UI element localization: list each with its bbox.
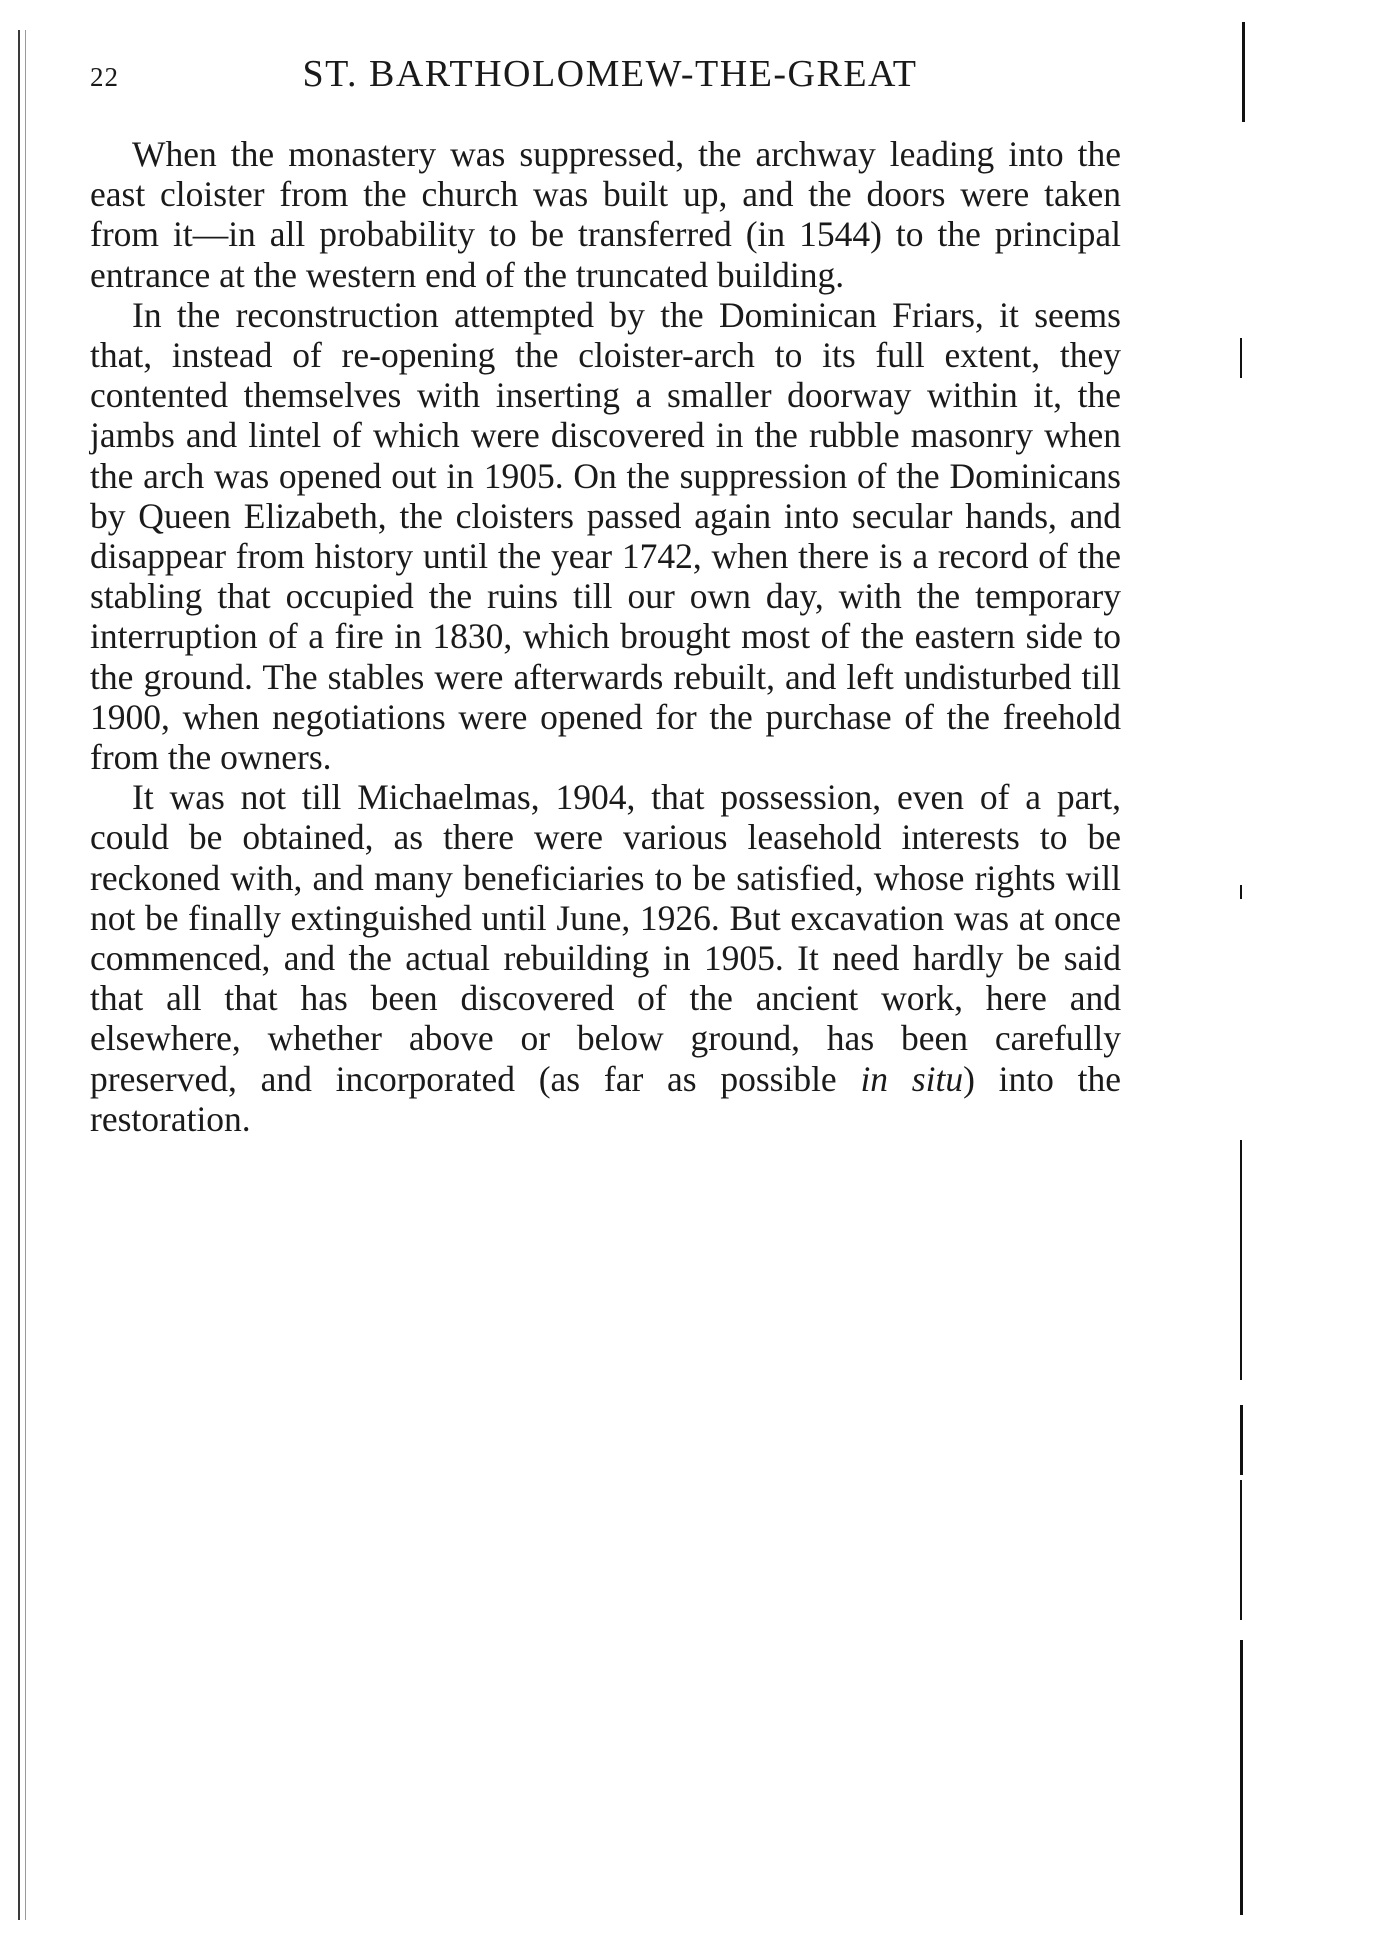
italic-phrase: in situ xyxy=(860,1058,964,1099)
paragraph: In the reconstruction attempted by the Dominican Friars, it seems that, instead of re-opening the cloister-arch to its full extent, they contented themselves with inserting a smaller doorway within it, the jambs and lintel of which were discovered in the rubble masonry when the arch was opened out in 1905. On the suppression of the Dominicans by Queen Elizabeth, the cloisters passed again into secular hands, and disappear from history until the year 1742, when there is a record of the stabling that occupied the ruins till our own day, with the temporary interruption of a fire in 1830, which brought most of the eastern side to the ground. The stables were afterwards rebuilt, and left undisturbed till 1900, when negotiations were opened for the purchase of the freehold from the owners. xyxy=(90,294,1121,778)
running-title: ST. BARTHOLOMEW-THE-GREAT xyxy=(302,53,918,95)
page-number: 22 xyxy=(90,62,119,92)
page-header xyxy=(90,52,1130,102)
scan-edge-mark xyxy=(1240,338,1242,378)
paragraph xyxy=(90,777,1121,1139)
scan-edge-mark xyxy=(1240,885,1242,899)
paragraph-text: ) into the restoration. xyxy=(90,1058,1121,1139)
scan-edge-line xyxy=(18,30,20,1920)
scan-edge-mark xyxy=(1240,1480,1242,1620)
scan-edge-mark xyxy=(1240,1405,1243,1475)
paragraph-text: It was not till Michaelmas, 1904, that possession, even of a part, could be obtained, as there were various leasehold interests to be reckoned with, and many beneficiaries to be satisfied, whose rights will not be finally extinguished until June, 1926. But excavation was at once commenced, and the actual rebuilding in 1905. It need hardly be said that all that has been discovered of the ancient work, here and elsewhere, whether above or below ground, has been carefully preserved, and incorporated (as far as possible xyxy=(90,777,1121,1099)
scan-edge-line-faint xyxy=(25,30,26,1920)
paragraph: When the monastery was suppressed, the archway leading into the east cloister from the church was built up, and the doors were taken from it—in all probability to be transferred (in 1544) to the principal entrance at the western end of the truncated building. xyxy=(90,134,1121,295)
scan-edge-mark xyxy=(1242,22,1245,122)
scan-edge-mark xyxy=(1240,1140,1242,1380)
body-text xyxy=(90,134,1121,1139)
scan-edge-mark xyxy=(1240,1640,1243,1915)
